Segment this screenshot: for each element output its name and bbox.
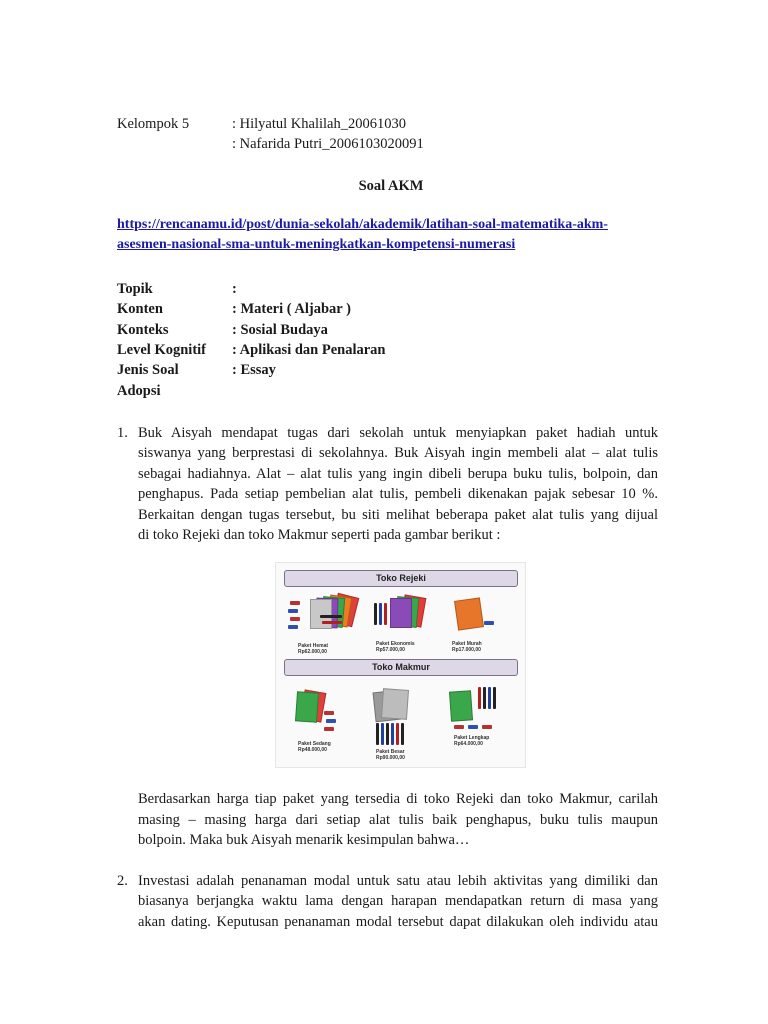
q1-line: di toko Rejeki dan toko Makmur seperti pada gambar berikut :: [138, 527, 501, 543]
package-name: Paket Besar: [376, 749, 405, 755]
group-label: Kelompok 5: [117, 116, 190, 132]
q1-line: penghapus. Pada setiap pembelian alat tulis, pembeli dikenakan pajak sebesar 10 %.: [138, 486, 658, 502]
q2-line: biasanya berjangka waktu lama dengan harapan mendapatkan return di masa yang: [138, 893, 658, 909]
package-price: Rp57.000,00: [376, 647, 405, 653]
meta-value-topik: :: [232, 281, 237, 297]
member-2: : Nafarida Putri_2006103020091: [232, 136, 424, 152]
meta-value-konten: : Materi ( Aljabar ): [232, 301, 351, 317]
member-1: : Hilyatul Khalilah_20061030: [232, 116, 406, 132]
q2-line: Investasi adalah penanaman modal untuk satu atau lebih aktivitas yang dimiliki dan: [138, 873, 658, 889]
q1-line: sebagai hadiahnya. Alat – alat tulis yang ingin dibeli berupa buku tulis, bolpoin, dan: [138, 466, 658, 482]
package-name: Paket Murah: [452, 641, 482, 647]
meta-label-konteks: Konteks: [117, 322, 169, 338]
q1-line: siswanya yang berprestasi di sekolahnya. Buk Aisyah ingin membeli alat – alat tulis: [138, 445, 658, 461]
shop-rejeki-banner: Toko Rejeki: [284, 570, 518, 587]
q1-followup-line: bolpoin. Maka buk Aisyah menarik kesimpulan bahwa…: [138, 832, 470, 848]
meta-value-konteks: : Sosial Budaya: [232, 322, 328, 338]
q1-followup-line: Berdasarkan harga tiap paket yang tersedia di toko Rejeki dan toko Makmur, carilah: [138, 791, 658, 807]
package-name: Paket Sedang: [298, 741, 331, 747]
stationery-packages-figure: [275, 562, 526, 768]
source-link-line-2[interactable]: asesmen-nasional-sma-untuk-meningkatkan-kompetensi-numerasi: [117, 237, 516, 252]
package-price: Rp48.000,00: [298, 747, 327, 753]
package-name: Paket Lengkap: [454, 735, 490, 741]
meta-value-level: : Aplikasi dan Penalaran: [232, 342, 386, 358]
package-name: Paket Ekonomis: [376, 641, 415, 647]
q1-followup-line: masing – masing harga dari setiap alat tulis baik penghapus, buku tulis maupun: [138, 812, 658, 828]
question-1-number: 1.: [117, 425, 128, 441]
meta-label-level: Level Kognitif: [117, 342, 207, 358]
package-name: Paket Hemat: [298, 643, 329, 649]
q2-line: akan dating. Keputusan penanaman modal tersebut dapat dilakukan oleh individu atau: [138, 914, 658, 930]
meta-label-adopsi: Adopsi: [117, 383, 161, 399]
meta-label-jenis: Jenis Soal: [117, 362, 179, 378]
meta-label-konten: Konten: [117, 301, 163, 317]
source-link-line-1[interactable]: https://rencanamu.id/post/dunia-sekolah/akademik/latihan-soal-matematika-akm-: [117, 217, 608, 232]
package-price: Rp62.000,00: [298, 649, 327, 655]
package-price: Rp17.000,00: [452, 647, 481, 653]
shop-makmur-banner: Toko Makmur: [284, 659, 518, 676]
meta-label-topik: Topik: [117, 281, 153, 297]
page-title: Soal AKM: [358, 178, 424, 194]
question-2-number: 2.: [117, 873, 128, 889]
package-price: Rp64.000,00: [454, 741, 483, 747]
meta-value-jenis: : Essay: [232, 362, 276, 378]
q1-line: Berkaitan dengan tugas tersebut, bu siti melihat beberapa paket alat tulis yang dijual: [138, 507, 658, 523]
q1-line: Buk Aisyah mendapat tugas dari sekolah untuk menyiapkan paket hadiah untuk: [138, 425, 658, 441]
package-price: Rp90.000,00: [376, 755, 405, 761]
